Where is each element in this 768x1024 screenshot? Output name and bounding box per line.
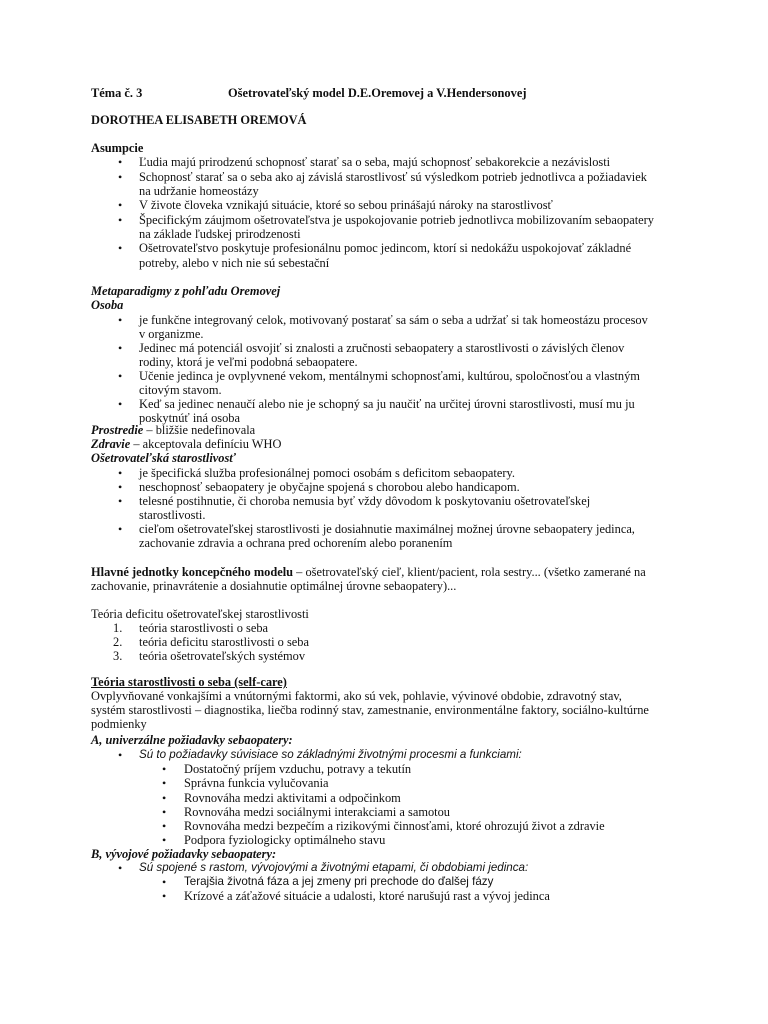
environment-term: Prostredie <box>91 423 144 437</box>
bullet-icon: • <box>162 762 167 776</box>
main-units-term: Hlavné jednotky koncepčného modelu <box>91 565 294 579</box>
person-item-cont: v organizme. <box>139 327 204 341</box>
main-units-cont: zachovanie, prinavrátenie a dosiahnutie optimálnej úrovne sebaopatery)... <box>91 579 457 593</box>
bullet-icon: • <box>162 776 167 790</box>
bullet-icon: • <box>118 198 123 212</box>
person-item-cont: rodiny, ktorá je veľmi podobná sebaopatere. <box>139 355 358 369</box>
selfcare-title: Teória starostlivosti o seba (self-care) <box>91 675 287 689</box>
list-number: 1. <box>113 621 123 635</box>
metaparadigms-title: Metaparadigmy z pohľadu Oremovej <box>91 284 281 298</box>
bullet-icon: • <box>118 213 123 227</box>
bullet-icon: • <box>162 805 167 819</box>
nursing-item-cont: zachovanie zdravia a ochrana pred ochorením alebo poranením <box>139 536 453 550</box>
developmental-item: Terajšia životná fáza a jej zmeny pri prechode do ďalšej fázy <box>184 875 494 888</box>
universal-item: Rovnováha medzi sociálnymi interakciami a samotou <box>184 805 450 819</box>
bullet-icon: • <box>118 313 123 327</box>
developmental-item: Krízové a záťažové situácie a udalosti, ktoré narušujú rast a vývoj jedinca <box>184 889 550 903</box>
deficit-theory-item: teória deficitu starostlivosti o seba <box>139 635 309 649</box>
person-item-cont: poskytnúť iná osoba <box>139 411 240 425</box>
bullet-icon: • <box>118 397 123 411</box>
environment-line <box>91 423 255 437</box>
bullet-icon: • <box>162 819 167 833</box>
topic-number: Téma č. 3 <box>91 86 143 100</box>
bullet-icon: • <box>118 480 123 494</box>
nursing-item-cont: starostlivosti. <box>139 508 206 522</box>
universal-item: Rovnováha medzi aktivitami a odpočinkom <box>184 791 401 805</box>
environment-text: – bližšie nedefinovala <box>143 423 256 437</box>
assumption-item-cont: potreby, alebo v nich nie sú sebestační <box>139 256 330 270</box>
assumptions-title: Asumpcie <box>91 141 144 155</box>
main-units-text: – ošetrovateľský cieľ, klient/pacient, rola sestry... (všetko zamerané na <box>293 565 646 579</box>
nursing-item: telesné postihnutie, či choroba nemusia byť vždy dôvodom k poskytovaniu ošetrovateľskej <box>139 494 591 508</box>
person-title: Osoba <box>91 298 124 312</box>
bullet-icon: • <box>118 170 123 184</box>
universal-item: Rovnováha medzi bezpečím a rizikovými činnosťami, ktoré ohrozujú život a zdravie <box>184 819 605 833</box>
assumption-item: V živote človeka vznikajú situácie, ktoré so sebou prinášajú nároky na starostlivosť <box>139 198 553 212</box>
bullet-icon: • <box>162 833 167 847</box>
list-number: 2. <box>113 635 123 649</box>
deficit-theory-item: teória starostlivosti o seba <box>139 621 269 635</box>
bullet-icon: • <box>118 155 123 169</box>
deficit-theory-item: teória ošetrovateľských systémov <box>139 649 306 663</box>
developmental-title: B, vývojové požiadavky sebaopatery: <box>91 847 277 861</box>
assumption-item-cont: na základe ľudskej prirodzenosti <box>139 227 301 241</box>
person-item: Keď sa jedinec nenaučí alebo nie je schopný sa ju naučiť na určitej úrovni starostlivosti, musí mu ju <box>139 397 635 411</box>
universal-item: Dostatočný príjem vzduchu, potravy a tekutín <box>184 762 412 776</box>
selfcare-para-line: podmienky <box>91 717 147 731</box>
assumption-item-cont: na udržanie homeostázy <box>139 184 259 198</box>
health-line <box>91 437 281 451</box>
health-term: Zdravie <box>91 437 131 451</box>
universal-title: A, univerzálne požiadavky sebaopatery: <box>91 733 293 747</box>
nursing-item: neschopnosť sebaopatery je obyčajne spojená s chorobou alebo handicapom. <box>139 480 520 494</box>
assumption-item: Ľudia majú prirodzenú schopnosť starať sa o seba, majú schopnosť sebakorekcie a nezávislosti <box>139 155 611 169</box>
nursing-title: Ošetrovateľská starostlivosť <box>91 451 236 465</box>
assumption-item: Schopnosť starať sa o seba ako aj závislá starostlivosť sú výsledkom potrieb jednotlivca a požiadaviek <box>139 170 647 184</box>
universal-item: Podpora fyziologicky optimálneho stavu <box>184 833 386 847</box>
bullet-icon: • <box>118 494 123 508</box>
bullet-icon: • <box>118 466 123 480</box>
topic-title: Ošetrovateľský model D.E.Oremovej a V.Hendersonovej <box>228 86 527 100</box>
bullet-icon: • <box>162 875 167 889</box>
developmental-bullet: Sú spojené s rastom, vývojovými a životnými etapami, či obdobiami jedinca: <box>139 861 529 874</box>
selfcare-para-line: systém starostlivosti – diagnostika, liečba rodinný stav, zamestnanie, environmentálne faktory, sociálno-kultúrne <box>91 703 649 717</box>
health-text: – akceptovala definíciu WHO <box>130 437 282 451</box>
bullet-icon: • <box>118 341 123 355</box>
bullet-icon: • <box>118 748 123 762</box>
person-item: je funkčne integrovaný celok, motivovaný postarať sa sám o seba a udržať si tak homeostázu procesov <box>139 313 648 327</box>
main-units-line <box>91 565 646 579</box>
nursing-item: je špecifická služba profesionálnej pomoci osobám s deficitom sebaopatery. <box>139 466 515 480</box>
person-item: Učenie jedinca je ovplyvnené vekom, mentálnymi schopnosťami, kultúrou, spoločnosťou a vlastným <box>139 369 640 383</box>
person-item: Jedinec má potenciál osvojiť si znalosti a zručnosti sebaopatery a starostlivosti o závislých členov <box>139 341 625 355</box>
selfcare-para-line: Ovplyvňované vonkajšími a vnútornými faktormi, ako sú vek, pohlavie, vývinové obdobie, zdravotný stav, <box>91 689 622 703</box>
main-heading: DOROTHEA ELISABETH OREMOVÁ <box>91 113 307 127</box>
person-item-cont: citovým stavom. <box>139 383 222 397</box>
bullet-icon: • <box>118 241 123 255</box>
nursing-item: cieľom ošetrovateľskej starostlivosti je dosiahnutie maximálnej možnej úrovne sebaopatery jedinca, <box>139 522 635 536</box>
bullet-icon: • <box>162 889 167 903</box>
bullet-icon: • <box>118 522 123 536</box>
bullet-icon: • <box>162 791 167 805</box>
universal-bullet: Sú to požiadavky súvisiace so základnými životnými procesmi a funkciami: <box>139 748 522 761</box>
list-number: 3. <box>113 649 123 663</box>
bullet-icon: • <box>118 861 123 875</box>
assumption-item: Ošetrovateľstvo poskytuje profesionálnu pomoc jedincom, ktorí si nedokážu uspokojovať základné <box>139 241 632 255</box>
assumption-item: Špecifickým záujmom ošetrovateľstva je uspokojovanie potrieb jednotlivca mobilizovaním sebaopatery <box>139 213 654 227</box>
universal-item: Správna funkcia vylučovania <box>184 776 329 790</box>
deficit-theory-title: Teória deficitu ošetrovateľskej starostlivosti <box>91 607 309 621</box>
bullet-icon: • <box>118 369 123 383</box>
